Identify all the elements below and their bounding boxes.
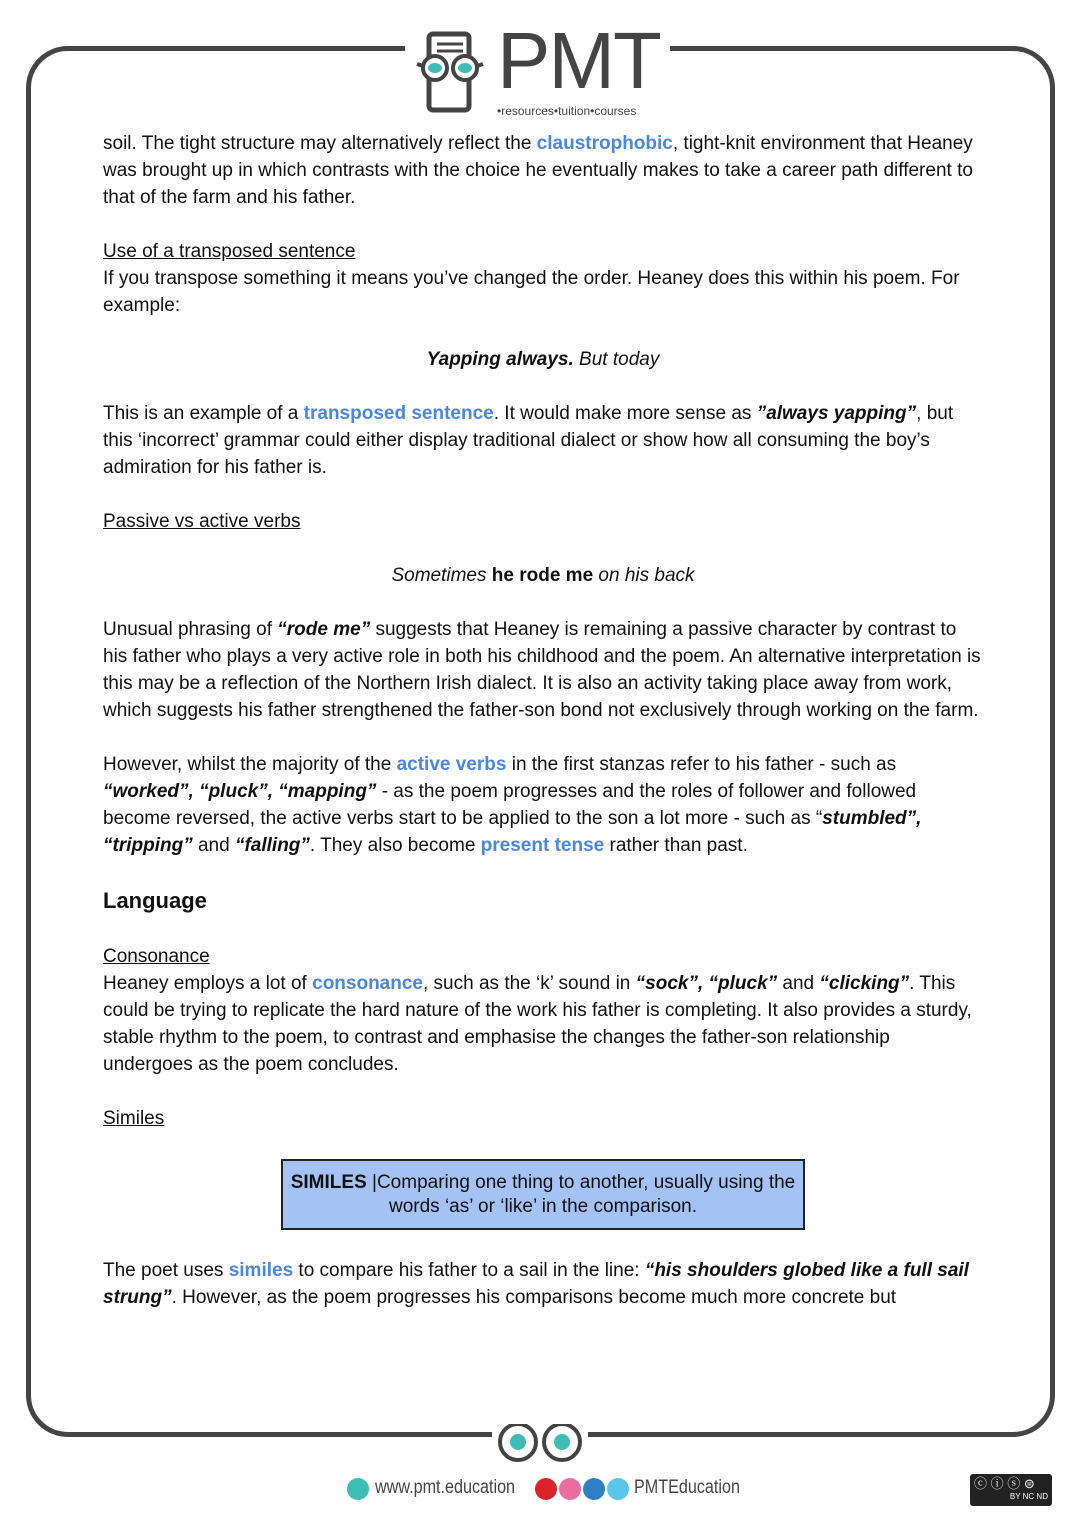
text-run: , but this ‘incorrect’ grammar could either display traditional dialect or show how all consuming the boy’s admiration for his father is. [103,403,954,478]
text-run: to compare his father to a sail in the line: [293,1260,645,1281]
subheading [103,238,983,265]
paragraph [103,400,983,481]
social-handle: PMTEducation [634,1477,740,1498]
paragraph [103,751,983,859]
instagram-icon[interactable] [559,1478,581,1500]
text-run: he rode me [491,565,594,586]
subheading [103,943,983,970]
text-run: in the first stanzas refer to his father - such as [506,754,897,775]
paragraph [103,616,983,724]
quote-line [103,562,983,589]
paragraph [103,970,983,1078]
key-term: present tense [480,835,605,856]
text-run: Heaney employs a lot of [103,973,313,994]
text-run: SIMILES [290,1172,367,1193]
text-run: and [777,973,820,994]
text-run: , such as the ‘k’ sound in [423,973,636,994]
key-term: transposed sentence [303,403,494,424]
text-run: “worked”, “pluck”, “mapping” [103,781,377,802]
text-run: soil. The tight structure may alternatively reflect the [103,133,537,154]
document-body [103,130,983,1338]
text-run: However, whilst the majority of the [103,754,397,775]
quote-line [103,346,983,373]
text-run: “sock”, “pluck” [635,973,778,994]
text-run: Yapping always. [426,349,574,370]
text-run: |Comparing one thing to another, usually using the words ‘as’ or ‘like’ in the comparison. [366,1172,796,1217]
pmt-logo [405,16,670,122]
text-run: - as the poem progresses and the roles of follower and followed become reversed, the active verbs start to be applied to the son a lot more - such as “ [103,781,917,829]
text-run: “falling” [234,835,310,856]
text-run: Passive vs active verbs [103,511,301,532]
text-run: Unusual phrasing of [103,619,278,640]
text-run: But today [573,349,660,370]
text-run: on his back [593,565,695,586]
twitter-icon[interactable] [607,1478,629,1500]
cursor-icon [347,1478,369,1500]
text-run: “clicking” [819,973,910,994]
text-run: . They also become [309,835,481,856]
text-run: . It would make more sense as [493,403,757,424]
key-term: claustrophobic [536,133,673,154]
text-run: This is an example of a [103,403,304,424]
text-run: Similes [103,1108,165,1129]
key-term: consonance [312,973,423,994]
key-term: active verbs [396,754,507,775]
text-run: rather than past. [604,835,748,856]
text-run: , tight-knit environment that Heaney was brought up in which contrasts with the choice he eventually makes to take a career path different to that of the farm and his father. [103,133,973,208]
key-term: similes [228,1260,294,1281]
logo-text: PMT [497,16,660,105]
glasses-icon [492,1424,588,1464]
text-run: Sometimes [391,565,492,586]
paragraph [103,265,983,319]
text-run: Use of a transposed sentence [103,241,356,262]
paragraph [103,1105,983,1132]
text-run: stumbled”, “tripping” [103,808,922,856]
text-run: Language [103,888,207,913]
section-heading [103,886,983,916]
paragraph [103,130,983,211]
website-link[interactable]: www.pmt.education [375,1477,516,1498]
creative-commons-badge [970,1474,1052,1506]
text-run: . This could be trying to replicate the hard nature of the work his father is completing. It also provides a sturdy, stable rhythm to the poem, to contrast and emphasise the changes the father-son relationship undergoes as the poem concludes. [103,973,972,1075]
license-label: BY NC ND [1009,1492,1048,1501]
text-run: suggests that Heaney is remaining a passive character by contrast to his father who plays a very active role in both his childhood and the poem. An alternative interpretation is this may be a reflection of the Northern Irish dialect. It is also an activity taking place away from work, which suggests his father strengthened the father-son bond not exclusively through working on the farm. [103,619,981,721]
book-glasses-icon [405,26,493,116]
text-run: ”always yapping” [756,403,917,424]
paragraph [103,508,983,535]
text-run: Consonance [103,946,210,967]
cc-symbols-icon: ⓒ ⓘ ⓢ ⊜ [974,1476,1035,1491]
text-run: “his shoulders globed like a full sail strung” [103,1260,969,1308]
paragraph [103,1257,983,1311]
text-run: “rode me” [277,619,371,640]
text-run: and [192,835,235,856]
logo-tagline: •resources•tuition•courses [497,104,637,118]
facebook-icon[interactable] [583,1478,605,1500]
youtube-icon[interactable] [535,1478,557,1500]
text-run: . However, as the poem progresses his comparisons become much more concrete but [171,1287,897,1308]
text-run: If you transpose something it means you’ve changed the order. Heaney does this within his poem. For example: [103,268,960,316]
definition-box [281,1159,805,1230]
text-run: The poet uses [103,1260,229,1281]
